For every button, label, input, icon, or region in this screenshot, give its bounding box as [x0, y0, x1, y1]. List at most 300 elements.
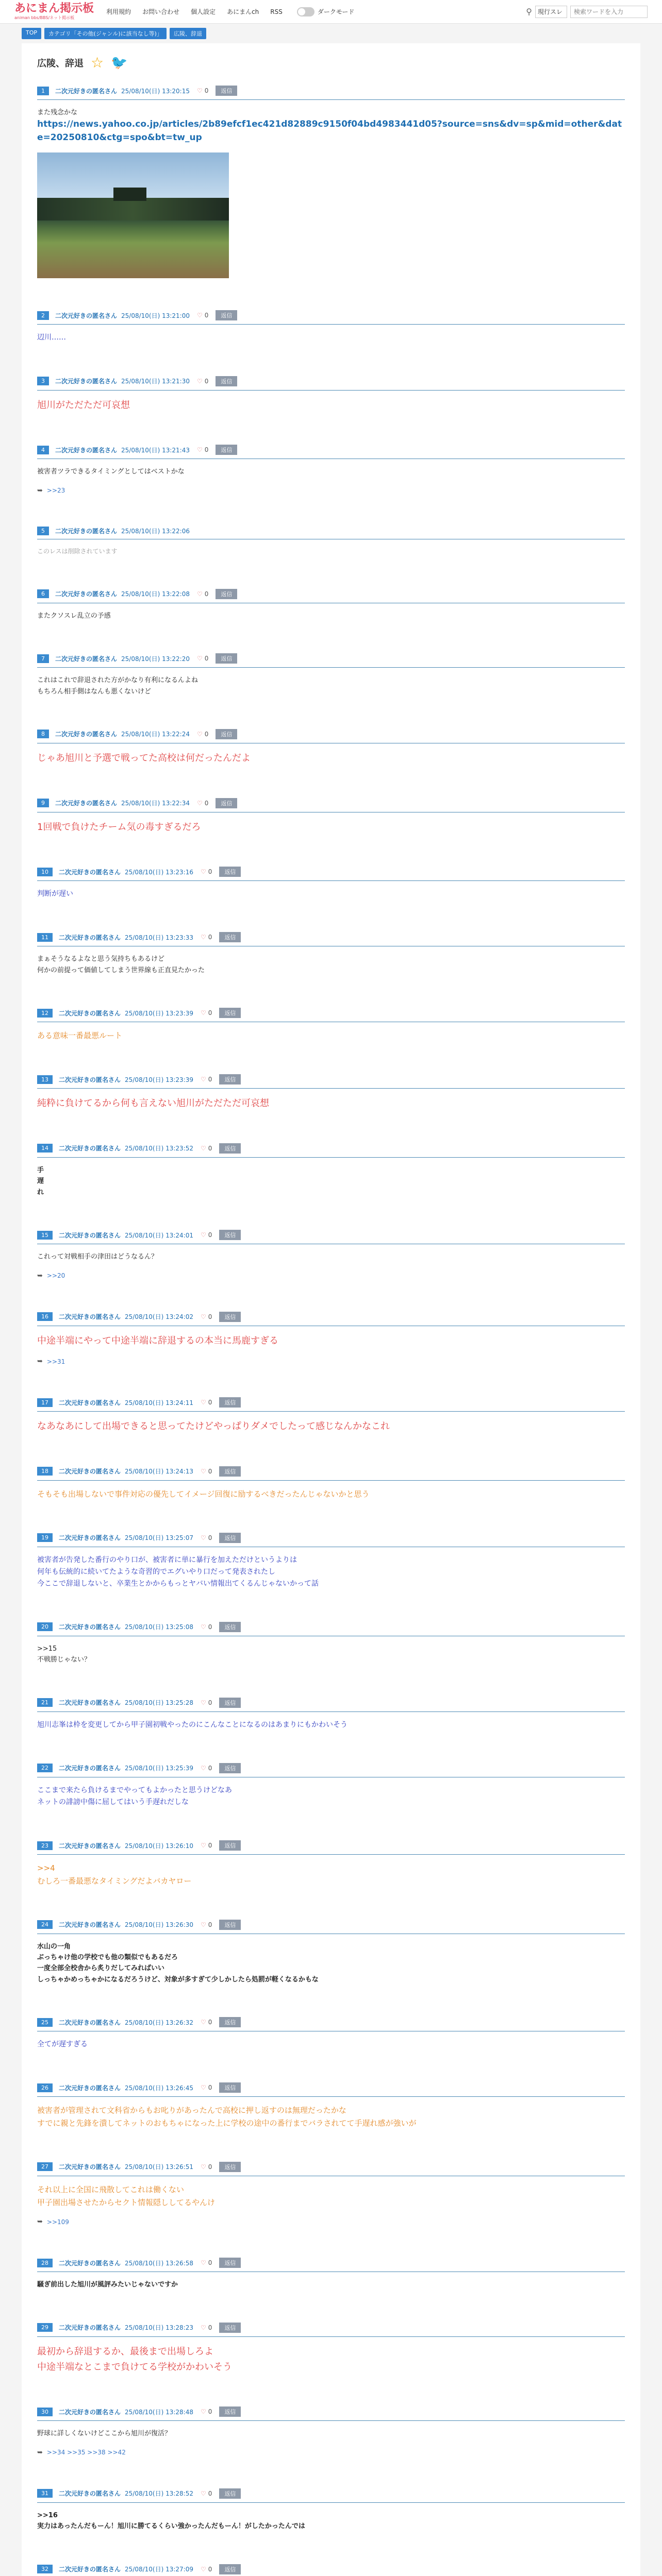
logo-text: あにまん掲示板 — [14, 2, 94, 15]
post-number[interactable]: 3 — [37, 377, 49, 385]
heart-icon[interactable]: ♡ — [200, 1399, 206, 1406]
post-header — [37, 1920, 625, 1934]
heart-count: 0 — [208, 1921, 212, 1928]
reply-button[interactable]: 返信 — [219, 1533, 241, 1543]
post-number[interactable]: 23 — [37, 1841, 53, 1850]
poster-name: 二次元好きの匿名さん — [59, 1076, 121, 1083]
post-number[interactable]: 2 — [37, 311, 49, 320]
post-line: 辺川…… — [37, 333, 66, 342]
post-number[interactable]: 12 — [37, 1009, 53, 1018]
search-scope-select[interactable]: 現行スレ — [535, 6, 567, 18]
heart-count: 0 — [208, 1076, 212, 1083]
reply-links[interactable]: >>34 >>35 >>38 >>42 — [46, 2449, 126, 2456]
heart-icon[interactable]: ♡ — [200, 2324, 206, 2331]
reply-button[interactable]: 返信 — [216, 376, 237, 386]
post-item — [37, 1397, 625, 1434]
heart-count: 0 — [208, 2565, 212, 2573]
post-header — [37, 1074, 625, 1089]
poster-name: 二次元好きの匿名さん — [59, 868, 121, 876]
post-number[interactable]: 6 — [37, 589, 49, 598]
post-body — [37, 547, 625, 557]
post-line: >>16 — [37, 2511, 58, 2519]
heart-icon[interactable]: ♡ — [200, 1699, 206, 1706]
post-body — [37, 820, 625, 835]
post-date: 25/08/10(日) 13:23:39 — [125, 1076, 193, 1083]
reply-button[interactable]: 返信 — [219, 2488, 241, 2499]
post-line: 純粋に負けてるから何も言えない旭川がただただ可哀想 — [37, 1098, 269, 1109]
post-date: 25/08/10(日) 13:24:11 — [125, 1399, 193, 1406]
heart-icon[interactable]: ♡ — [200, 1009, 206, 1017]
post-number[interactable]: 8 — [37, 730, 49, 738]
post-date: 25/08/10(日) 13:22:20 — [121, 655, 190, 663]
post-item — [37, 376, 625, 413]
post-item — [37, 1840, 625, 1888]
post-date: 25/08/10(日) 13:23:52 — [125, 1145, 193, 1153]
heart-icon[interactable]: ♡ — [200, 868, 206, 876]
breadcrumb-category[interactable]: カテゴリ「その他(ジャンル)に該当なし等)」 — [44, 28, 167, 39]
reply-button[interactable]: 返信 — [219, 2406, 241, 2417]
post-date: 25/08/10(日) 13:21:30 — [121, 378, 190, 385]
heart-icon[interactable]: ♡ — [200, 2019, 206, 2026]
post-header — [37, 589, 625, 603]
post-body — [37, 1096, 625, 1111]
post-number[interactable]: 7 — [37, 654, 49, 663]
post-date: 25/08/10(日) 13:25:39 — [125, 1765, 193, 1772]
post-date: 25/08/10(日) 13:21:43 — [121, 446, 190, 454]
post-header — [37, 2258, 625, 2272]
poster-name: 二次元好きの匿名さん — [59, 1921, 121, 1929]
heart-count: 0 — [208, 2489, 212, 2497]
heart-icon[interactable]: ♡ — [200, 1144, 206, 1152]
post-item — [37, 653, 625, 697]
reply-button[interactable]: 返信 — [219, 867, 241, 877]
heart-icon[interactable]: ♡ — [200, 2259, 206, 2267]
post-item — [37, 1698, 625, 1731]
heart-icon[interactable]: ♡ — [200, 2489, 206, 2497]
post-body — [37, 675, 625, 697]
post-number[interactable]: 31 — [37, 2489, 53, 2498]
post-body — [37, 2039, 625, 2050]
post-date: 25/08/10(日) 13:23:39 — [125, 1009, 193, 1017]
toggle-icon[interactable] — [297, 7, 315, 16]
post-item — [37, 2564, 625, 2576]
post-body — [37, 1251, 625, 1262]
post-number[interactable]: 29 — [37, 2323, 53, 2332]
post-number[interactable]: 5 — [37, 527, 49, 535]
site-logo[interactable] — [14, 3, 94, 20]
post-item — [37, 867, 625, 900]
heart-icon[interactable]: ♡ — [200, 1764, 206, 1772]
post-line: これはこれで辞退された方がかなり有利になるんよね — [37, 676, 198, 685]
post-line: 実力はあったんだもーん！旭川に勝てるくらい強かったんだもーん！がしたかったんでは — [37, 2522, 305, 2531]
heart-icon[interactable]: ♡ — [200, 1231, 206, 1239]
post-header — [37, 2323, 625, 2337]
post-line: ぶっちゃけ他の学校でも他の類似でもあるだろ — [37, 1954, 178, 1961]
heart-icon[interactable]: ♡ — [196, 730, 203, 738]
post-date: 25/08/10(日) 13:23:33 — [125, 934, 193, 941]
poster-name: 二次元好きの匿名さん — [59, 1313, 121, 1320]
post-number[interactable]: 28 — [37, 2259, 53, 2267]
nav-animanch[interactable]: あにまんch — [227, 8, 259, 15]
post-header — [37, 310, 625, 325]
heart-icon[interactable]: ♡ — [196, 87, 203, 94]
post-date: 25/08/10(日) 13:22:34 — [121, 800, 190, 807]
post-number[interactable]: 15 — [37, 1231, 53, 1240]
post-line: このレスは削除されています — [37, 547, 118, 555]
reply-arrow-icon: ➥ — [37, 2218, 43, 2226]
dark-mode-switch[interactable] — [297, 7, 355, 16]
post-line: ネットの誹謗中傷に屈してはいう手遅れだしな — [37, 1798, 189, 1806]
post-header — [37, 1840, 625, 1855]
reply-button[interactable]: 返信 — [219, 1008, 241, 1018]
post-line: 騒ぎ前出した旭川が風評みたいじゃないですか — [37, 2281, 178, 2289]
heart-icon[interactable]: ♡ — [200, 2565, 206, 2573]
reply-links[interactable]: >>31 — [46, 1358, 65, 1365]
post-number[interactable]: 17 — [37, 1398, 53, 1407]
post-number[interactable]: 14 — [37, 1144, 53, 1153]
post-item — [37, 2017, 625, 2050]
reply-button[interactable]: 返信 — [216, 310, 237, 320]
poster-name: 二次元好きの匿名さん — [55, 87, 118, 95]
heart-count: 0 — [204, 87, 209, 94]
twitter-icon[interactable]: 🐦 — [111, 55, 128, 71]
thread-title-row — [37, 56, 625, 70]
post-body — [37, 398, 625, 413]
reply-button[interactable]: 返信 — [219, 932, 241, 942]
poster-name: 二次元好きの匿名さん — [59, 2566, 121, 2573]
reply-button[interactable]: 返信 — [216, 653, 237, 664]
heart-count: 0 — [208, 1699, 212, 1706]
heart-icon[interactable]: ♡ — [196, 312, 203, 319]
post-date: 25/08/10(日) 13:26:45 — [125, 2084, 193, 2092]
post-header — [37, 798, 625, 812]
nav-settings[interactable]: 個人設定 — [191, 8, 216, 15]
reply-button[interactable]: 返信 — [219, 1230, 241, 1240]
post-body — [37, 1719, 625, 1731]
post-line: またクソスレ乱立の予感 — [37, 612, 111, 620]
poster-name: 二次元好きの匿名さん — [59, 2408, 121, 2416]
post-header — [37, 376, 625, 391]
reply-button[interactable]: 返信 — [219, 1143, 241, 1154]
heart-icon[interactable]: ♡ — [196, 590, 203, 598]
post-line: まぁそうなるよなと思う気持ちもあるけど — [37, 955, 165, 963]
search-input[interactable] — [570, 6, 648, 18]
reply-links[interactable]: >>23 — [46, 487, 65, 495]
post-header — [37, 1008, 625, 1022]
post-body — [37, 332, 625, 344]
post-line: むしろ一番最悪なタイミングだよバカヤロー — [37, 1876, 192, 1886]
heart-count: 0 — [208, 2324, 212, 2331]
post-line: 旭川がただただ可哀想 — [37, 399, 130, 411]
post-number[interactable]: 10 — [37, 868, 53, 876]
heart-icon[interactable]: ♡ — [196, 446, 203, 454]
post-body — [37, 1643, 625, 1666]
post-body — [37, 1554, 625, 1590]
reply-button[interactable]: 返信 — [219, 2323, 241, 2333]
post-item — [37, 2406, 625, 2456]
reply-button[interactable]: 返信 — [216, 798, 237, 808]
reply-button[interactable]: 返信 — [219, 2017, 241, 2027]
post-header — [37, 445, 625, 459]
poster-name: 二次元好きの匿名さん — [55, 446, 118, 454]
post-item — [37, 527, 625, 557]
post-item — [37, 2258, 625, 2290]
post-line: 今ここで辞退しないと、卒業生とかからもっとヤバい情報出てくるんじゃないかって話 — [37, 1579, 319, 1588]
heart-count: 0 — [208, 1313, 212, 1320]
search-area — [526, 6, 648, 18]
poster-name: 二次元好きの匿名さん — [59, 2259, 121, 2267]
heart-count: 0 — [208, 1467, 212, 1475]
post-body — [37, 1029, 625, 1042]
heart-count: 0 — [208, 1144, 212, 1152]
post-header — [37, 2488, 625, 2503]
post-line: ある意味一番最悪ルート — [37, 1031, 123, 1041]
post-item — [37, 1312, 625, 1366]
post-line: ここまで来たら負けるまでやってもよかったと思うけどなあ — [37, 1786, 232, 1794]
post-header — [37, 1533, 625, 1547]
heart-count: 0 — [208, 1399, 212, 1406]
top-nav — [106, 7, 354, 16]
post-item — [37, 729, 625, 766]
nav-contact[interactable]: お問い合わせ — [142, 8, 180, 15]
heart-count: 0 — [208, 2259, 212, 2267]
post-date: 25/08/10(日) 13:27:09 — [125, 2566, 193, 2573]
nav-terms[interactable]: 利用規約 — [106, 8, 131, 15]
dark-mode-label: ダークモード — [317, 8, 355, 15]
post-header — [37, 1230, 625, 1244]
poster-name: 二次元好きの匿名さん — [59, 1765, 121, 1772]
post-body — [37, 1862, 625, 1888]
post-item — [37, 310, 625, 344]
post-number[interactable]: 27 — [37, 2162, 53, 2171]
stadium-stand — [37, 198, 229, 221]
breadcrumb-thread[interactable]: 広陵、辞退 — [170, 28, 206, 39]
post-line: 何かの前提って価値してしまう世界線も正直見たかった — [37, 966, 205, 974]
post-line: 被害者ツラできるタイミングとしてはベストかな — [37, 468, 185, 476]
heart-count: 0 — [204, 446, 209, 454]
reply-links-row — [37, 1272, 625, 1280]
poster-name: 二次元好きの匿名さん — [55, 590, 118, 598]
post-number[interactable]: 21 — [37, 1698, 53, 1707]
reply-links-row — [37, 2218, 625, 2226]
post-item — [37, 2082, 625, 2130]
reply-button[interactable]: 返信 — [219, 2162, 241, 2172]
poster-name: 二次元好きの匿名さん — [59, 2490, 121, 2498]
post-date: 25/08/10(日) 13:24:02 — [125, 1313, 193, 1320]
post-item — [37, 86, 625, 278]
post-link[interactable]: https://news.yahoo.co.jp/articles/2b89efcf1ec421d82889c9150f04bd4983441d05?source=sns&dv=sp&mid=other&date=20250810&ctg=spo&bt=tw_up — [37, 119, 622, 143]
star-icon[interactable]: ☆ — [91, 54, 104, 71]
heart-icon[interactable]: ♡ — [200, 1534, 206, 1541]
post-number[interactable]: 11 — [37, 933, 53, 942]
heart-icon[interactable]: ♡ — [200, 2163, 206, 2171]
post-line: 野球に詳しくないけどここから旭川が復活？ — [37, 2430, 172, 2438]
reply-arrow-icon: ➥ — [37, 2448, 43, 2456]
post-header — [37, 1312, 625, 1326]
heart-icon[interactable]: ♡ — [200, 934, 206, 941]
post-header — [37, 1763, 625, 1777]
post-item — [37, 2323, 625, 2375]
reply-button[interactable]: 返信 — [219, 1312, 241, 1322]
post-line: 最初から辞退するか、最後まで出場しろよ — [37, 2346, 213, 2357]
reply-arrow-icon: ➥ — [37, 1358, 43, 1366]
reply-button[interactable]: 返信 — [219, 1763, 241, 1773]
post-item — [37, 1533, 625, 1590]
post-number[interactable]: 25 — [37, 2018, 53, 2027]
post-date: 25/08/10(日) 13:25:28 — [125, 1699, 193, 1707]
poster-name: 二次元好きの匿名さん — [59, 2019, 121, 2026]
search-icon[interactable]: ⚲ — [526, 7, 532, 16]
post-item — [37, 1008, 625, 1042]
post-body — [37, 2279, 625, 2290]
post-number[interactable]: 18 — [37, 1467, 53, 1476]
post-body — [37, 2183, 625, 2209]
nav-rss[interactable]: RSS — [270, 8, 283, 15]
heart-icon[interactable]: ♡ — [200, 1921, 206, 1928]
heart-count: 0 — [204, 730, 209, 738]
post-date: 25/08/10(日) 13:23:16 — [125, 868, 193, 876]
post-item — [37, 445, 625, 494]
post-number[interactable]: 32 — [37, 2565, 53, 2573]
post-list — [37, 86, 625, 2576]
post-image[interactable] — [37, 152, 229, 278]
post-number[interactable]: 30 — [37, 2408, 53, 2416]
post-body — [37, 2510, 625, 2532]
heart-icon[interactable]: ♡ — [200, 2408, 206, 2416]
poster-name: 二次元好きの匿名さん — [59, 1842, 121, 1850]
post-date: 25/08/10(日) 13:22:08 — [121, 590, 190, 598]
post-body — [37, 1941, 625, 1986]
post-item — [37, 1763, 625, 1808]
reply-links[interactable]: >>109 — [46, 2218, 69, 2226]
reply-links-row — [37, 2449, 625, 2456]
post-number[interactable]: 13 — [37, 1075, 53, 1084]
reply-button[interactable]: 返信 — [216, 589, 237, 599]
poster-name: 二次元好きの匿名さん — [59, 1623, 121, 1631]
poster-name: 二次元好きの匿名さん — [59, 1699, 121, 1707]
reply-button[interactable]: 返信 — [219, 2258, 241, 2268]
scoreboard — [113, 188, 146, 201]
post-line: それ以上に全国に飛散してこれは働くない — [37, 2184, 185, 2194]
post-date: 25/08/10(日) 13:28:23 — [125, 2324, 193, 2332]
reply-button[interactable]: 返信 — [219, 1074, 241, 1084]
post-line: 不戦勝じゃない？ — [37, 1656, 91, 1664]
logo-subtext: animan bbs/BBS/ネット掲示板 — [14, 15, 75, 20]
post-date: 25/08/10(日) 13:22:24 — [121, 731, 190, 738]
heart-icon[interactable]: ♡ — [196, 655, 203, 663]
reply-arrow-icon: ➥ — [37, 1272, 43, 1280]
reply-button[interactable]: 返信 — [219, 2082, 241, 2093]
poster-name: 二次元好きの匿名さん — [55, 312, 118, 319]
post-item — [37, 1230, 625, 1279]
reply-button[interactable]: 返信 — [219, 1397, 241, 1408]
reply-button[interactable]: 返信 — [216, 86, 237, 96]
post-number[interactable]: 19 — [37, 1533, 53, 1542]
heart-count: 0 — [208, 2019, 212, 2026]
heart-icon[interactable]: ♡ — [200, 1313, 206, 1320]
heart-icon[interactable]: ♡ — [200, 1842, 206, 1850]
reply-button[interactable]: 返信 — [219, 1840, 241, 1851]
reply-button[interactable]: 返信 — [219, 2564, 241, 2574]
post-line: これって対戦相手の津田はどうなるん？ — [37, 1253, 158, 1261]
heart-count: 0 — [208, 934, 212, 941]
heart-icon[interactable]: ♡ — [200, 1467, 206, 1475]
reply-links-row — [37, 487, 625, 495]
reply-button[interactable]: 返信 — [216, 729, 237, 739]
post-line: れ — [37, 1188, 44, 1196]
post-date: 25/08/10(日) 13:20:15 — [121, 87, 190, 95]
poster-name: 二次元好きの匿名さん — [59, 2324, 121, 2332]
post-line: しっちゃかめっちゃかになるだろうけど、対象が多すぎて少しかしたら処罰が軽くなるかもな — [37, 1975, 319, 1984]
post-header — [37, 729, 625, 743]
post-number[interactable]: 4 — [37, 446, 49, 454]
post-number[interactable]: 16 — [37, 1312, 53, 1321]
reply-button[interactable]: 返信 — [216, 445, 237, 455]
heart-count: 0 — [208, 1231, 212, 1239]
heart-count: 0 — [204, 377, 209, 385]
post-line: もちろん相手側はなんも悪くないけど — [37, 687, 152, 696]
heart-icon[interactable]: ♡ — [196, 377, 203, 385]
post-line: 手 — [37, 1166, 44, 1174]
post-line: >>4 — [37, 1863, 55, 1873]
post-number[interactable]: 20 — [37, 1622, 53, 1631]
post-number[interactable]: 9 — [37, 799, 49, 807]
post-header — [37, 527, 625, 539]
heart-count: 0 — [208, 1842, 212, 1850]
post-date: 25/08/10(日) 13:24:13 — [125, 1468, 193, 1476]
reply-button[interactable]: 返信 — [219, 1698, 241, 1708]
heart-count: 0 — [208, 1009, 212, 1017]
heart-icon[interactable]: ♡ — [196, 799, 203, 807]
post-header — [37, 1397, 625, 1412]
reply-button[interactable]: 返信 — [219, 1466, 241, 1477]
heart-count: 0 — [208, 868, 212, 876]
heart-icon[interactable]: ♡ — [200, 2084, 206, 2092]
post-header — [37, 2017, 625, 2031]
heart-icon[interactable]: ♡ — [200, 1623, 206, 1631]
reply-button[interactable]: 返信 — [219, 1622, 241, 1632]
heart-count: 0 — [208, 1534, 212, 1541]
post-number[interactable]: 1 — [37, 87, 49, 95]
post-number[interactable]: 26 — [37, 2083, 53, 2092]
post-body — [37, 888, 625, 900]
post-body — [37, 107, 625, 278]
post-header — [37, 867, 625, 881]
poster-name: 二次元好きの匿名さん — [55, 527, 118, 535]
post-line: なあなあにして出場できると思ってたけどやっぱりダメでしたって感じなんかなこれ — [37, 1421, 390, 1432]
post-line: 中途半端にやって中途半端に辞退するの本当に馬鹿すぎる — [37, 1335, 278, 1346]
heart-count: 0 — [204, 312, 209, 319]
heart-count: 0 — [208, 2408, 212, 2416]
post-date: 25/08/10(日) 13:25:07 — [125, 1534, 193, 1542]
post-line: 一度全部全校舎から炙りだしてみればいい — [37, 1964, 165, 1973]
reply-button[interactable]: 返信 — [219, 1920, 241, 1930]
post-number[interactable]: 22 — [37, 1764, 53, 1772]
post-header — [37, 653, 625, 668]
post-body — [37, 2344, 625, 2375]
post-line: すでに親と先鋒を潰してネットのおもちゃになった上に学校の途中の番行までバラされてて手遅れ感が強いが — [37, 2119, 417, 2128]
post-header — [37, 2082, 625, 2097]
breadcrumb-top[interactable]: TOP — [22, 28, 41, 39]
heart-icon[interactable]: ♡ — [200, 1076, 206, 1083]
post-date: 25/08/10(日) 13:26:30 — [125, 1921, 193, 1929]
heart-count: 0 — [208, 1764, 212, 1772]
post-header — [37, 86, 625, 100]
heart-count: 0 — [208, 2163, 212, 2171]
reply-links[interactable]: >>20 — [46, 1272, 65, 1279]
page-title: 広陵、辞退 — [37, 58, 84, 69]
post-number[interactable]: 24 — [37, 1920, 53, 1929]
